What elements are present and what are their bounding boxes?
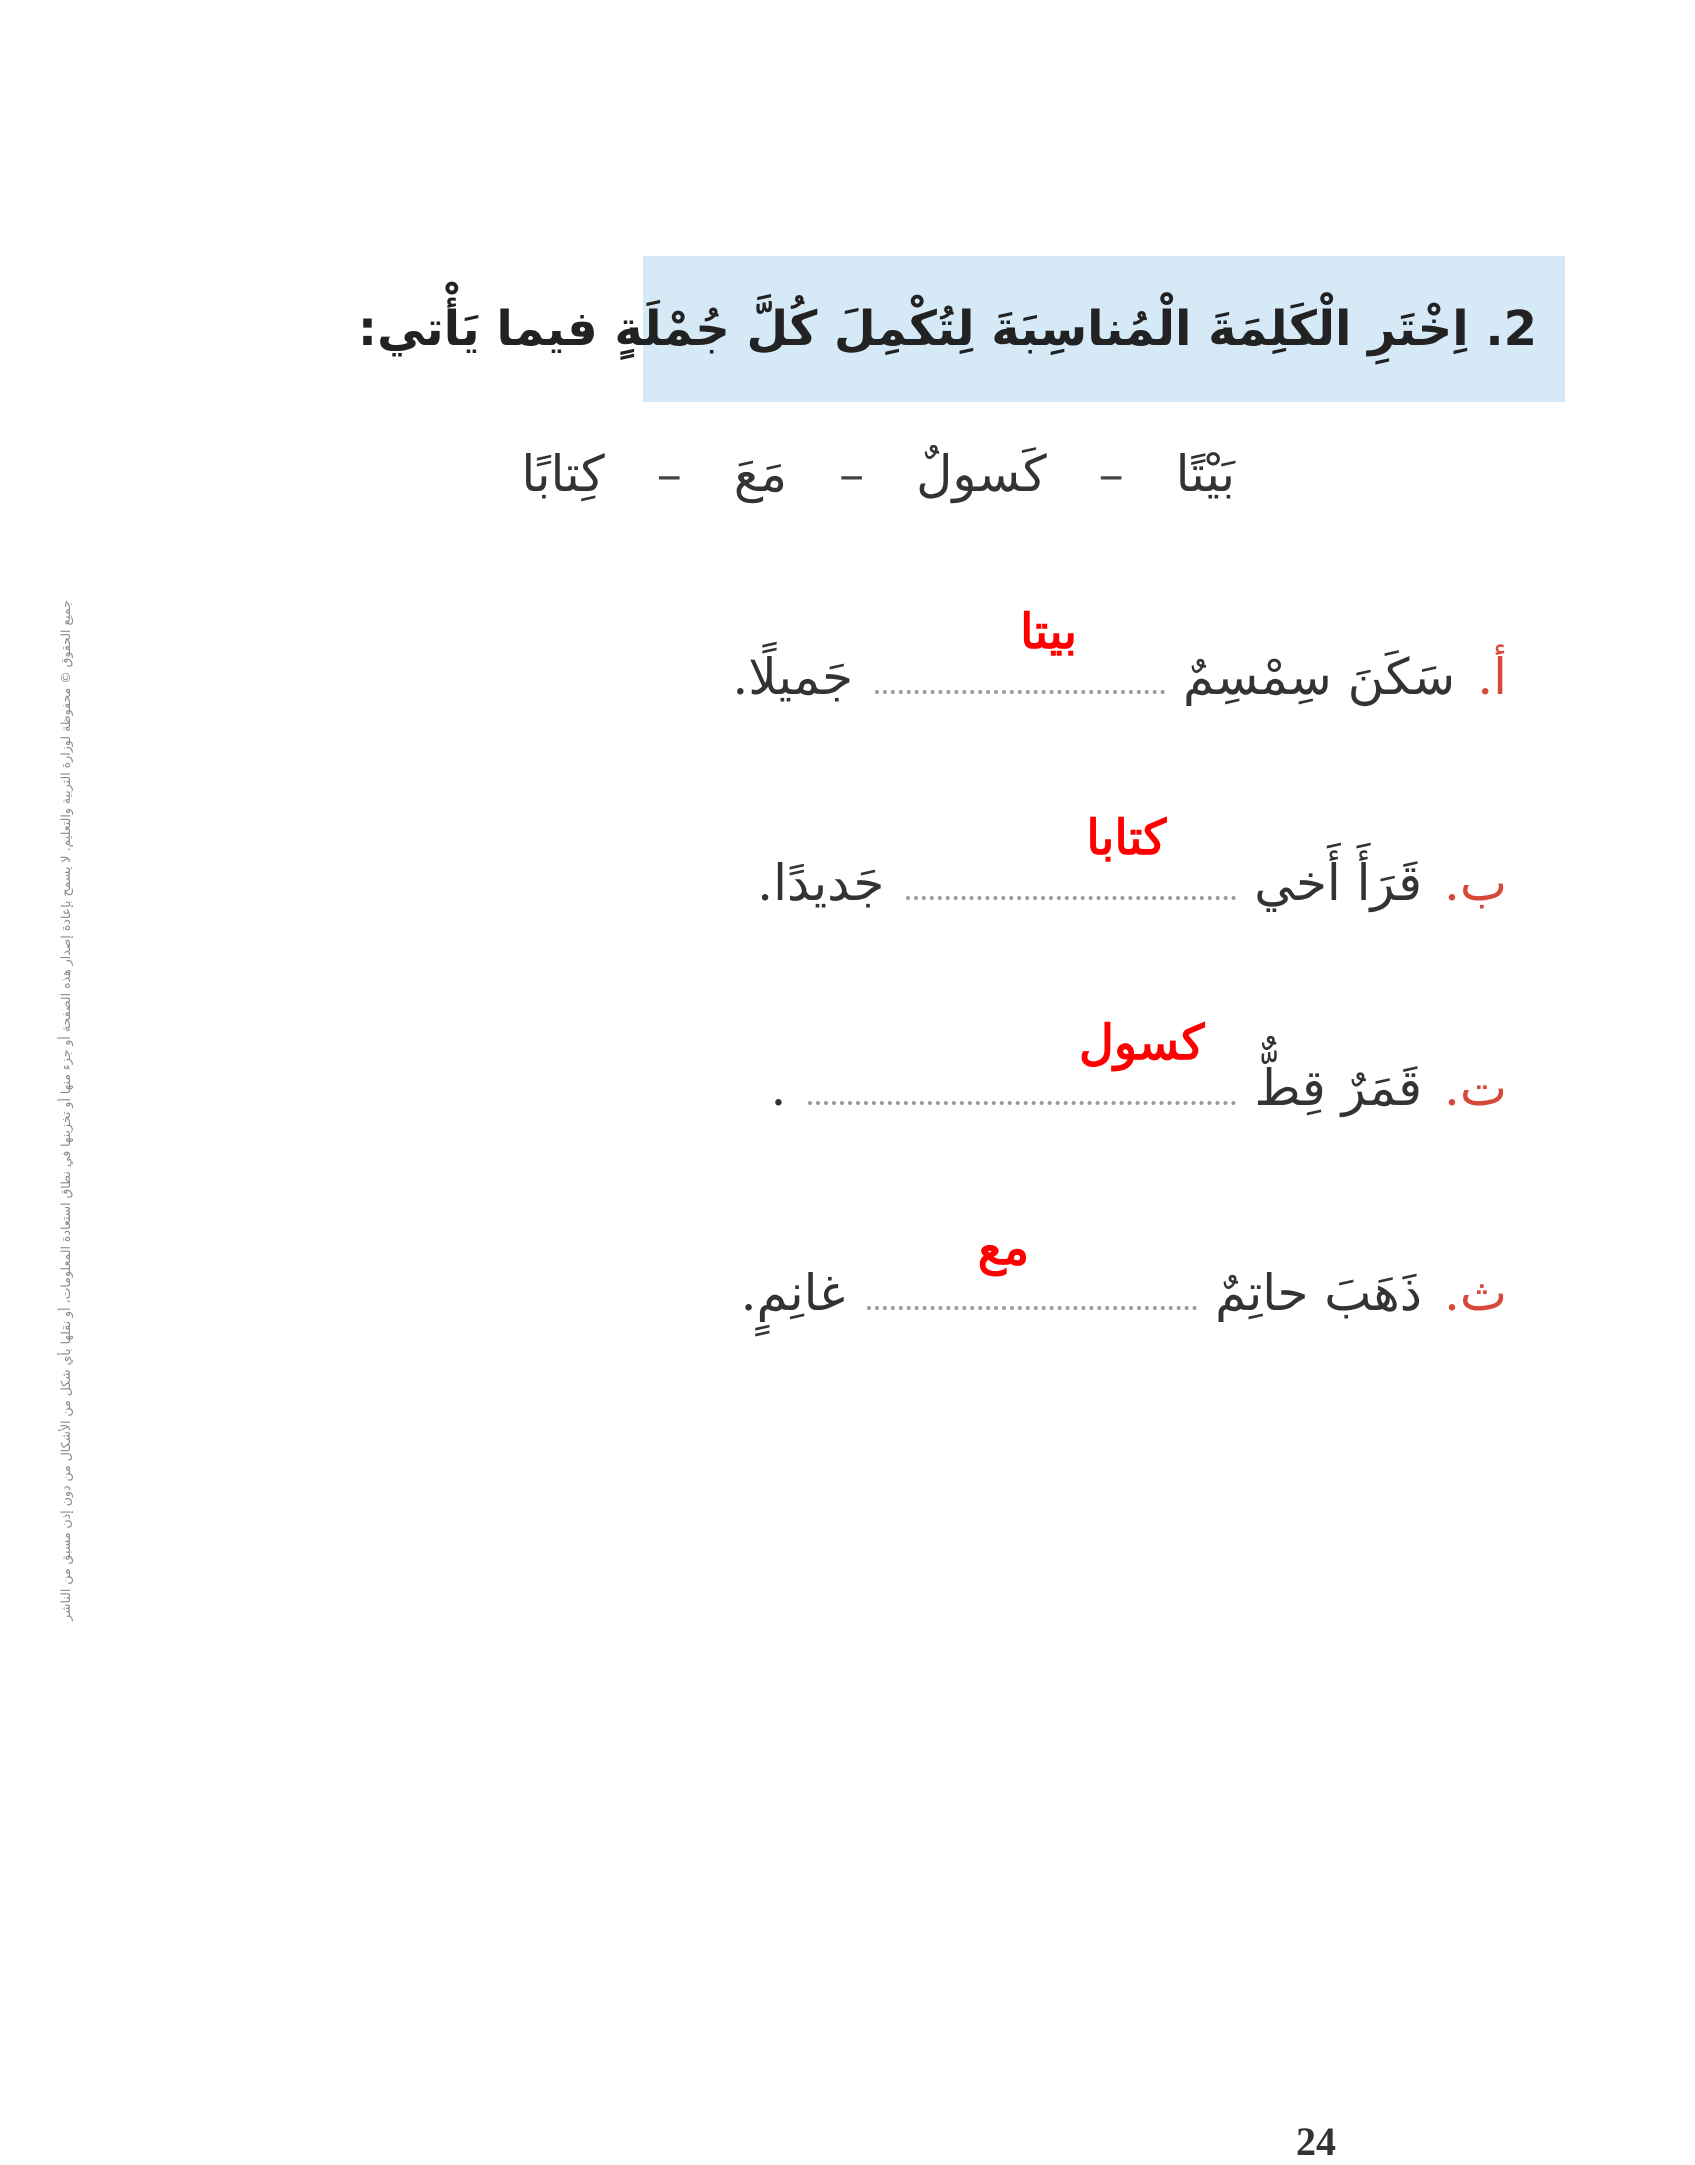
exercise-after-text: جَميلًا.	[732, 648, 854, 706]
answer-text: بيتا	[1020, 606, 1078, 659]
exercise-after-text: غانِمٍ.	[740, 1264, 846, 1322]
exercise-after-text: جَديدًا.	[757, 854, 885, 912]
exercise-letter: ت.	[1444, 1059, 1507, 1117]
exercise-before-text: قَمَرٌ قِطٌّ	[1254, 1059, 1423, 1117]
exercise-letter: ب.	[1444, 854, 1507, 912]
word-bank-word: مَعَ	[733, 445, 788, 503]
exercise-letter: ث.	[1444, 1264, 1507, 1322]
word-bank-separator: –	[1098, 445, 1124, 503]
answer-text: كتابا	[1086, 812, 1167, 865]
exercise-item-th	[740, 1222, 1507, 1344]
page-number: 24	[1296, 2119, 1336, 2164]
instruction-box	[357, 256, 1565, 402]
exercise-item-t	[770, 1017, 1507, 1139]
answer-blank[interactable]	[867, 1222, 1197, 1310]
answer-blank[interactable]	[808, 1017, 1236, 1105]
copyright-side-note	[50, 520, 80, 1700]
exercise-before-text: سَكَنَ سِمْسِمٌ	[1183, 648, 1456, 706]
word-bank-separator: –	[839, 445, 865, 503]
word-bank-separator: –	[656, 445, 682, 503]
word-bank-word: كِتابًا	[521, 445, 605, 503]
exercise-before-text: قَرَأَ أَخي	[1254, 854, 1423, 912]
word-bank-word: كَسولٌ	[916, 445, 1047, 503]
answer-blank[interactable]	[875, 606, 1165, 694]
word-bank	[521, 445, 1235, 503]
exercise-letter: أ.	[1477, 648, 1507, 706]
answer-text: كسول	[1079, 1017, 1205, 1070]
instruction-text: 2. اِخْتَرِ الْكَلِمَةَ الْمُناسِبَةَ لِتُكْمِلَ كُلَّ جُمْلَةٍ فيما يَأْتي:	[357, 301, 1537, 357]
answer-blank[interactable]	[906, 812, 1236, 900]
exercise-item-b	[757, 812, 1507, 934]
exercise-item-a	[732, 606, 1507, 728]
copyright-text: جميع الحقوق © محفوظة لوزارة التربية والتعليم. لا يسمح بإعادة إصدار هذه الصفحة أو جزء منها أو تخزينها في نطاق استعادة المعلومات، أو نقلها بأي شكل من الأشكال من دون إذن مسبق من الناشر	[57, 599, 73, 1621]
answer-text: مع	[977, 1222, 1030, 1275]
exercise-after-text: .	[770, 1059, 787, 1117]
word-bank-word: بَيْتًا	[1175, 445, 1235, 503]
exercise-before-text: ذَهَبَ حاتِمٌ	[1215, 1264, 1423, 1322]
